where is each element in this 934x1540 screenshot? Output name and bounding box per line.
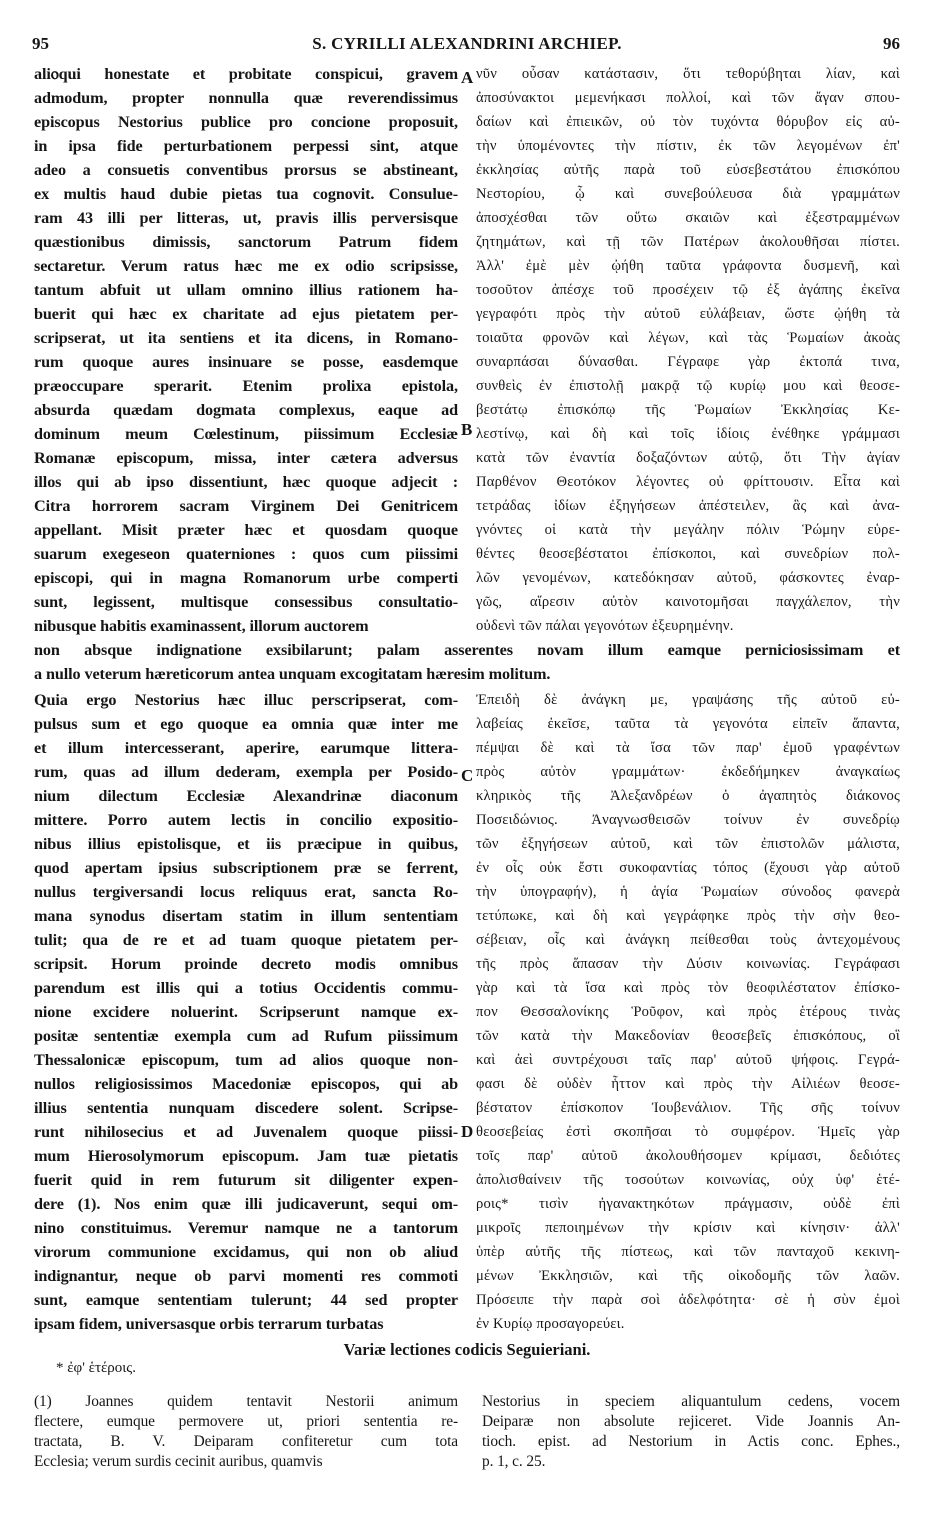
footnote-left xyxy=(34,1392,458,1472)
text-line: virorum communione excidamus, qui non ob aliud xyxy=(34,1243,458,1261)
latin-column-top xyxy=(34,62,458,638)
text-line: τῆς πρὸς ἅπασαν τὴν Δύσιν κοινωνίας. Γεγράφασι xyxy=(476,956,900,972)
text-line: δαίων καὶ ἐπιεικῶν, οὐ τὸν τυχόντα θόρυβον εἰς αὐ- xyxy=(476,114,900,130)
margin-letter-d: D xyxy=(461,1122,474,1141)
text-line: μένων Ἐκκλησιῶν, καὶ τῆς οἰκοδομῆς τῶν λαῶν. xyxy=(476,1268,900,1284)
text-line: ram 43 illi per litteras, ut, pravis illis perversisque xyxy=(34,209,458,227)
text-line: τοῖς παρ' αὐτοῦ ἀκολουθήσομεν κρίμασι, δεδιότες xyxy=(476,1148,900,1164)
text-line: γεγραφότι πρὸς τὴν αὐτοῦ εὐλάβειαν, ὥστε ᾠήθη τὰ xyxy=(476,306,900,322)
text-line: τὴν ὑπογραφήν), ἡ ἁγία Ῥωμαίων σύνοδος φανερὰ xyxy=(476,884,900,900)
text-line: mana synodus disertam statim in illum sententiam xyxy=(34,907,458,925)
footnote-line: flectere, eumque permovere ut, priori sententia re- xyxy=(34,1413,458,1430)
text-line: τῶν κατὰ τὴν Μακεδονίαν θεοσεβεῖς ἐπισκόπους, οἳ xyxy=(476,1028,900,1044)
text-line: mum Hierosolymorum episcopum. Jam tuæ pietatis xyxy=(34,1147,458,1165)
text-line: πρὸς αὐτὸν γραμμάτων· ἐκδεδήμηκεν ἀναγκαίως xyxy=(476,764,900,780)
text-line: illius sententia nunquam discedere solent. Scripse- xyxy=(34,1099,458,1117)
text-line: nullos religiosissimos Macedoniæ episcopos, qui ab xyxy=(34,1075,458,1093)
text-line: episcopi, qui in magna Romanorum urbe comperti xyxy=(34,569,458,587)
text-line: τοσοῦτον ἀπέσχε τοῦ προσέχειν τῷ ἐξ ἀγάπης ἐκεῖνα xyxy=(476,282,900,298)
footnote-line: Deiparæ non absolute rejiceret. Vide Joannis An- xyxy=(482,1413,900,1430)
text-line: nibus illius epistolisque, et iis præcipue in quibus, xyxy=(34,835,458,853)
text-line: γνόντες οἱ κατὰ τὴν μεγάλην πόλιν Ῥώμην εὑρε- xyxy=(476,522,900,538)
text-line: sectaretur. Verum ratus hæc me ex odio scripsisse, xyxy=(34,257,458,275)
text-line: ἐν Κυρίῳ προσαγορεύει. xyxy=(476,1316,625,1332)
text-line: κατὰ τῶν ἐναντία δοξαζόντων αὐτῷ, ὅτι Τὴν ἁγίαν xyxy=(476,450,900,466)
text-line: τοιαῦτα φρονῶν καὶ λέγων, καὶ τὰς Ῥωμαίων ἀκοὰς xyxy=(476,330,900,346)
text-line: non absque indignatione exsibilarunt; palam asserentes novam illum eamque perniciosissimam et xyxy=(34,641,900,659)
text-line: ροις* τισὶν ἠγανακτηκότων πράγμασιν, οὐδὲ ἐπὶ xyxy=(476,1196,900,1212)
text-line: γὰρ καὶ τὰ ἴσα καὶ πρὸς τὸν θεοφιλέστατον ἐπίσκο- xyxy=(476,980,900,996)
text-line: νῦν οὖσαν κατάστασιν, ὅτι τεθορύβηται λίαν, καὶ xyxy=(476,66,900,82)
footnote-line: tractata, B. V. Deiparam confiteretur cum tota xyxy=(34,1433,458,1450)
text-line: a nullo veterum hæreticorum antea unquam excogitatam hæresim molitum. xyxy=(34,665,551,683)
text-line: parendum est illis qui a totius Occidentis commu- xyxy=(34,979,458,997)
text-line: rum quoque aures insinuare se posse, easdemque xyxy=(34,353,458,371)
text-line: scripserat, ut ita sentiens et ita dicens, in Romano- xyxy=(34,329,458,347)
text-line: ἐν οἷς οὐκ ἔστι συκοφαντίας τόπος (ἔχουσι γὰρ αὐτοῦ xyxy=(476,860,900,876)
text-line: θεοσεβείας ἐστὶ σκοπῆσαι τὸ συμφέρον. Ἡμεῖς γὰρ xyxy=(476,1124,900,1140)
text-line: aliⲟqui honestate et probitate conspicui, gravem xyxy=(34,65,458,83)
text-line: absurda quædam dogmata complexus, eaque ad xyxy=(34,401,458,419)
text-line: et illum intercesserant, aperire, earumque littera- xyxy=(34,739,458,757)
text-line: Quia ergo Nestorius hæc illuc perscripserat, com- xyxy=(34,691,458,709)
text-line: præoccupare sperarit. Etenim prolixa epistola, xyxy=(34,377,458,395)
text-line: episcopus Nestorius publice pro concione proposuit, xyxy=(34,113,458,131)
margin-letter-a: A xyxy=(461,68,474,87)
text-line: Thessalonicæ episcopum, tum ad alios quoque non- xyxy=(34,1051,458,1069)
text-line: κληρικὸς τῆς Ἀλεξανδρέων ὁ ἀγαπητὸς διάκονος xyxy=(476,788,900,804)
text-line: admodum, propter nonnulla quæ reverendissimus xyxy=(34,89,458,107)
greek-column-bottom xyxy=(476,688,900,1336)
text-line: nium dilectum Ecclesiæ Alexandrinæ diaconum xyxy=(34,787,458,805)
variae-note: * ἐφ' ἑτέροις. xyxy=(56,1360,136,1376)
text-line: illos qui ab ipso dissentiunt, hæc quoque adjecit : xyxy=(34,473,458,491)
text-line: fuerit quid in rem futurum sit diligenter expen- xyxy=(34,1171,458,1189)
text-line: ἀποσύνακτοι μεμενήκασι πολλοί, καὶ τῶν ἄγαν σπου- xyxy=(476,90,900,106)
text-line: ipsam fidem, universasque orbis terrarum turbatas xyxy=(34,1315,384,1333)
text-line: indignantur, neque ob parvi momenti res commoti xyxy=(34,1267,458,1285)
text-line: pulsus sum et ego quoque ea omnia quæ inter me xyxy=(34,715,458,733)
text-line: runt nihilosecius et ad Juvenalem quoque piissi- xyxy=(34,1123,458,1141)
text-line: scripsit. Horum proinde decreto modis omnibus xyxy=(34,955,458,973)
text-line: Citra horrorem sacram Virginem Dei Genitricem xyxy=(34,497,458,515)
text-line: tantum abfuit ut ullam omnino illius rationem ha- xyxy=(34,281,458,299)
text-line: Νεστορίου, ᾧ καὶ συνεβούλευσα διὰ γραμμάτων xyxy=(476,186,900,202)
text-line: Romanæ episcopum, missa, inter cætera adversus xyxy=(34,449,458,467)
text-line: dere (1). Nos enim quæ illi judicaverunt, sequi om- xyxy=(34,1195,458,1213)
text-line: βέστατον ἐπίσκοπον Ἰουβενάλιον. Τῆς σῆς τοίνυν xyxy=(476,1100,900,1116)
text-line: positæ sententiæ exempla cum ad Rufum piissimum xyxy=(34,1027,458,1045)
text-line: dominum meum Cœlestinum, piissimum Ecclesiæ xyxy=(34,425,458,443)
footnote-line: Nestorius in speciem aliquantulum cedens, vocem xyxy=(482,1393,900,1410)
text-line: sunt, eamque sententiam tulerunt; 44 sed propter xyxy=(34,1291,458,1309)
footnote-right xyxy=(482,1392,900,1472)
text-line: buerit qui hæc ex charitate ad ejus pietatem per- xyxy=(34,305,458,323)
page-number-right: 96 xyxy=(883,34,900,53)
margin-letter-b: B xyxy=(461,420,473,439)
latin-column-bottom xyxy=(34,688,458,1336)
full-width-text xyxy=(34,638,900,686)
text-line: σέβειαν, οἷς καὶ ἀνάγκη πείθεσθαι τοὺς ἀντεχομένους xyxy=(476,932,900,948)
page-number-left: 95 xyxy=(32,34,49,53)
text-line: λαβείας ἐκεῖσε, ταῦτα τὰ γεγονότα εἰπεῖν ἅπαντα, xyxy=(476,716,900,732)
text-line: πον Θεσσαλονίκης Ῥοῦφον, καὶ πρὸς ἑτέρους τινὰς xyxy=(476,1004,900,1020)
text-line: Ἐπειδὴ δὲ ἀνάγκη με, γραψάσης τῆς αὐτοῦ εὐ- xyxy=(476,692,900,708)
text-line: suarum exegeseon quaterniones : quos cum piissimi xyxy=(34,545,458,563)
text-line: λῶν γενομένων, κατεδόκησαν αὐτοῦ, φάσκοντες ἐναρ- xyxy=(476,570,900,586)
text-line: γῶς, αἵρεσιν αὐτὸν καινοτομῆσαι παγχάλεπον, τὴν xyxy=(476,594,900,610)
text-line: πέμψαι δὲ καὶ τὰ ἴσα τῶν παρ' ἐμοῦ γραφέντων xyxy=(476,740,900,756)
footnote-line: (1) Joannes quidem tentavit Nestorii animum xyxy=(34,1393,458,1410)
text-line: φασι δὲ οὐδὲν ἧττον καὶ πρὸς τὴν Αἰλιέων θεοσε- xyxy=(476,1076,900,1092)
margin-letter-c: C xyxy=(461,766,474,785)
text-line: ἀπολισθαίνειν τῆς τοσούτων κοινωνίας, οὐχ ὑφ' ἑτέ- xyxy=(476,1172,900,1188)
text-line: μικροῖς πεποιημένων τὴν κρίσιν καὶ κίνησιν· ἀλλ' xyxy=(476,1220,900,1236)
text-line: συνθεὶς ἐν ἐπιστολῇ μακρᾷ τῷ κυρίῳ μου καὶ θεοσε- xyxy=(476,378,900,394)
text-line: in ipsa fide perturbationem perpessi sint, atque xyxy=(34,137,458,155)
text-line: τετύπωκε, καὶ δὴ καὶ γεγράφηκε πρὸς τὴν σὴν θεο- xyxy=(476,908,900,924)
text-line: quæstionibus dimissis, sanctorum Patrum fidem xyxy=(34,233,458,251)
text-line: βεστάτῳ ἐπισκόπῳ τῆς Ῥωμαίων Ἐκκλησίας Κε- xyxy=(476,402,900,418)
text-line: Ποσειδώνιος. Ἀναγνωσθεισῶν τοίνυν ἐν συνεδρίῳ xyxy=(476,812,900,828)
text-line: nibusque habitis examinassent, illorum auctorem xyxy=(34,617,369,635)
text-line: mittere. Porro autem lectis in concilio expositio- xyxy=(34,811,458,829)
text-line: Πρόσειπε τὴν παρὰ σοὶ ἀδελφότητα· σὲ ἡ σὺν ἐμοὶ xyxy=(476,1292,900,1308)
text-line: rum, quas ad illum dederam, exempla per Posido- xyxy=(34,763,458,781)
text-line: nione excidere noluerint. Scripserunt namque ex- xyxy=(34,1003,458,1021)
text-line: τετράδας ἰδίων ἐξηγήσεων ἀπέστειλεν, ἃς καὶ ἀνα- xyxy=(476,498,900,514)
text-line: ὑπὲρ αὐτῆς τῆς πίστεως, καὶ τῶν πανταχοῦ κεκινη- xyxy=(476,1244,900,1260)
text-line: nullus tergiversandi locus reliquus erat, sancta Ro- xyxy=(34,883,458,901)
text-line: appellant. Misit præter hæc et quosdam quoque xyxy=(34,521,458,539)
text-line: οὐδενὶ τῶν πάλαι γεγονότων ἐξευρημένην. xyxy=(476,618,734,634)
text-line: quod apertam ipsius subscriptionem præ se ferrent, xyxy=(34,859,458,877)
text-line: tulit; qua de re et ad tuam quoque pietatem per- xyxy=(34,931,458,949)
greek-column-top xyxy=(476,62,900,638)
text-line: ζητημάτων, καὶ τῇ τῶν Πατέρων ἀκολουθῆσαι πίστει. xyxy=(476,234,900,250)
text-line: ἐκκλησίας αὐτῆς παρὰ τοῦ εὐσεβεστάτου ἐπισκόπου xyxy=(476,162,900,178)
text-line: θέντες θεοσεβέστατοι ἐπίσκοποι, καὶ συνεδρίων πολ- xyxy=(476,546,900,562)
text-line: τῶν ἐξηγήσεων αὐτοῦ, καὶ τῶν ἐπιστολῶν μάλιστα, xyxy=(476,836,900,852)
text-line: nino constituimus. Veremur namque ne a tantorum xyxy=(34,1219,458,1237)
footnote-line: Ecclesia; verum surdis cecinit auribus, quamvis xyxy=(34,1453,323,1470)
variae-heading: Variæ lectiones codicis Seguieriani. xyxy=(343,1340,591,1359)
text-line: συναρπάσαι δύνασθαι. Γέγραφε γὰρ ἐκτοπά τινα, xyxy=(476,354,900,370)
text-line: λεστίνῳ, καὶ δὴ καὶ τοῖς ἰδίοις ἐνέθηκε γράμμασι xyxy=(476,426,900,442)
text-line: Ἀλλ' ἐμὲ μὲν ᾠήθη ταῦτα γράφοντα δυσμενῆ, καὶ xyxy=(476,258,900,274)
text-line: ἀποσχέσθαι τῶν οὕτω σκαιῶν καὶ ἐξεστραμμένων xyxy=(476,210,900,226)
text-line: sunt, legissent, multisque consessibus consultatio- xyxy=(34,593,458,611)
text-line: ex multis haud dubie pietas tua cognovit. Consulue- xyxy=(34,185,458,203)
footnote-line: p. 1, c. 25. xyxy=(482,1453,546,1470)
text-line: τὴν ὑπομένοντες τὴν πίστιν, ἐκ τῶν λεγομένων ἐπ' xyxy=(476,138,900,154)
footnote-line: tioch. epist. ad Nestorium in Actis conc. Ephes., xyxy=(482,1433,900,1450)
text-line: Παρθένον Θεοτόκον λέγοντες οὐ φρίττουσιν. Εἶτα καὶ xyxy=(476,474,900,490)
running-title: S. CYRILLI ALEXANDRINI ARCHIEP. xyxy=(312,34,622,53)
text-line: καὶ ἀεὶ συντρέχουσι ταῖς παρ' αὐτοῦ ψήφοις. Γεγρά- xyxy=(476,1052,900,1068)
text-line: adeo a consuetis conventibus prorsus se abstineant, xyxy=(34,161,458,179)
